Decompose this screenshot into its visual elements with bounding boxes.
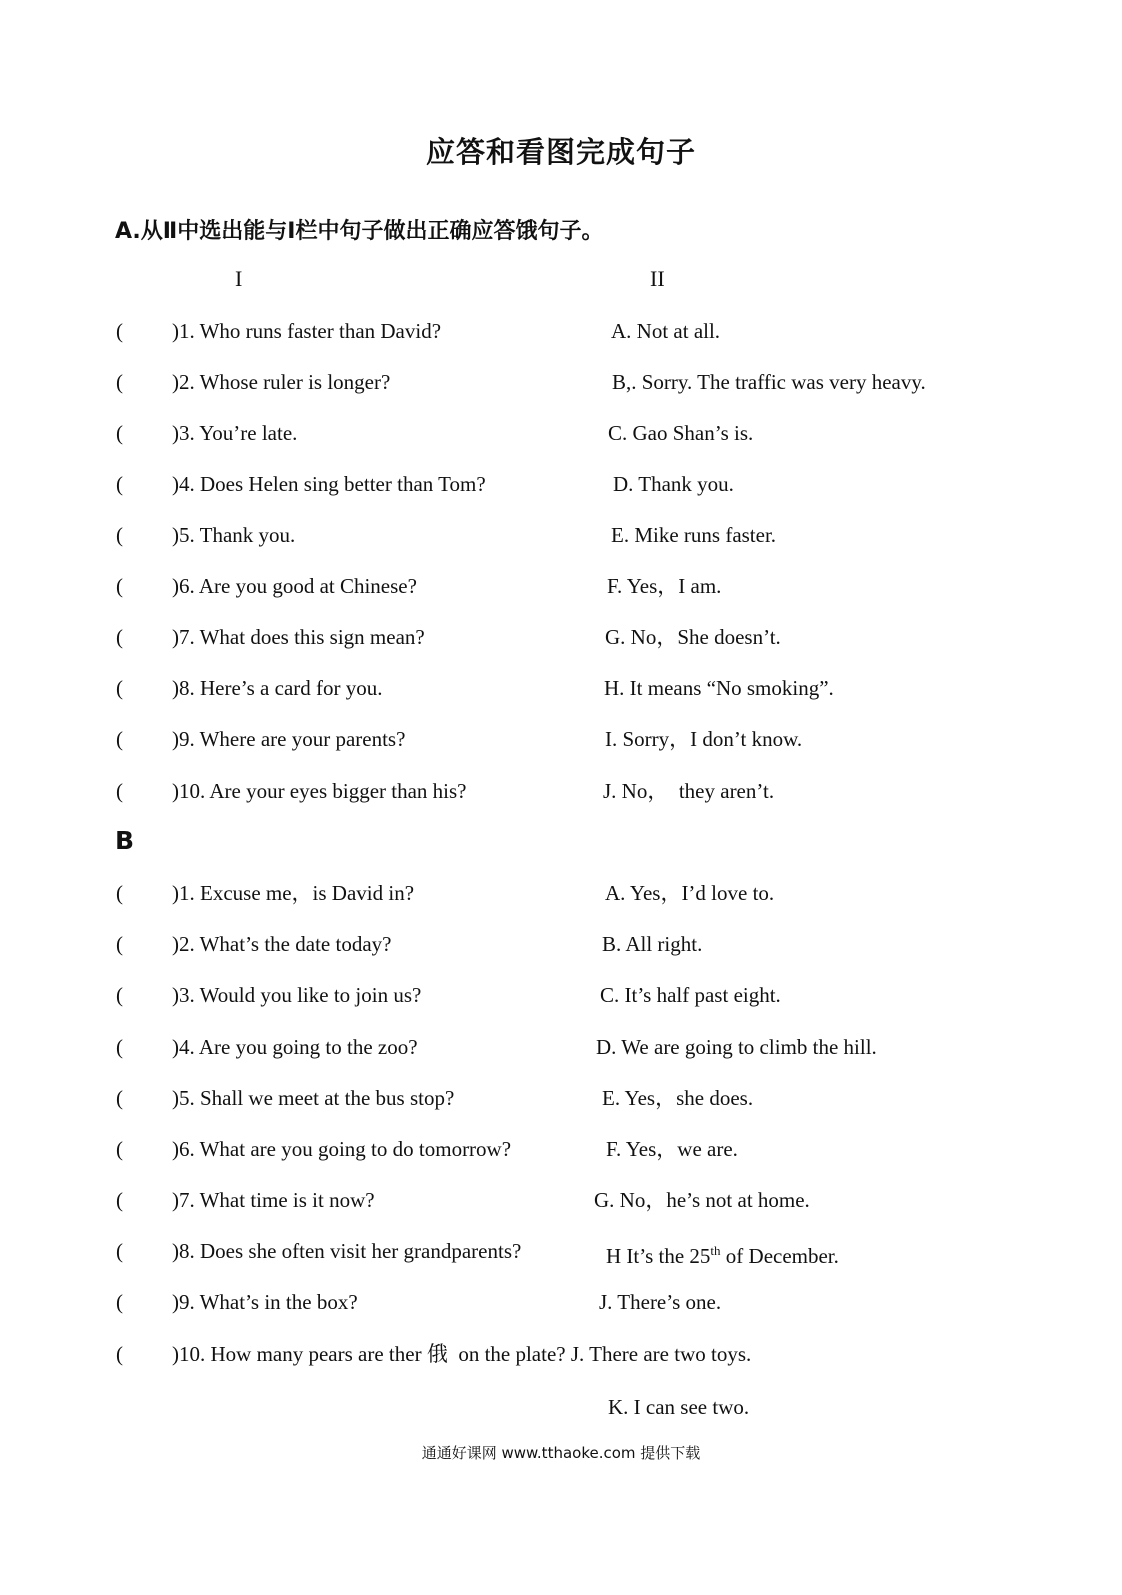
answer-option: C. It’s half past eight. [600, 983, 781, 1007]
answer-blank[interactable]: ( [116, 1290, 123, 1314]
answer-option: E. Yes，she does. [602, 1086, 754, 1110]
page-title: 应答和看图完成句子 [425, 135, 696, 169]
section-b-row-6 [0, 1134, 1122, 1164]
ordinal-suffix: th [710, 1243, 721, 1258]
section-a-row-6 [0, 571, 1122, 601]
answer-blank[interactable]: ( [116, 625, 123, 649]
answer-option: B. All right. [602, 932, 703, 956]
answer-blank[interactable]: ( [116, 1035, 123, 1059]
answer-blank[interactable]: ( [116, 523, 123, 547]
section-a-row-8 [0, 673, 1122, 703]
section-a-row-5 [0, 520, 1122, 550]
question-text: )7. What does this sign mean? [172, 625, 425, 649]
answer-option: E. Mike runs faster. [611, 523, 777, 547]
column-i-header: I [235, 266, 243, 291]
answer-blank[interactable]: ( [116, 727, 123, 751]
answer-option: D. Thank you. [613, 472, 734, 496]
question-text: )8. Does she often visit her grandparents? [172, 1239, 522, 1263]
answer-blank[interactable]: ( [116, 319, 123, 343]
section-b-row-8 [0, 1236, 1122, 1266]
section-b-row-1 [0, 878, 1122, 908]
section-a-row-9 [0, 724, 1122, 754]
answer-option: J. There’s one. [599, 1290, 722, 1314]
answer-blank[interactable]: ( [116, 472, 123, 496]
answer-option: G. No，he’s not at home. [594, 1188, 810, 1212]
answer-option: F. Yes，I am. [607, 574, 722, 598]
answer-blank[interactable]: ( [116, 881, 123, 905]
question-text: )4. Are you going to the zoo? [172, 1035, 418, 1059]
section-b-row-9 [0, 1287, 1122, 1317]
section-a-row-3 [0, 418, 1122, 448]
answer-blank[interactable]: ( [116, 1188, 123, 1212]
answer-option: A. Yes，I’d love to. [605, 881, 775, 905]
question-text: )6. Are you good at Chinese? [172, 574, 417, 598]
question-text: )6. What are you going to do tomorrow? [172, 1137, 512, 1161]
answer-option: A. Not at all. [611, 319, 721, 343]
question-text: )2. What’s the date today? [172, 932, 392, 956]
question-text: )5. Shall we meet at the bus stop? [172, 1086, 455, 1110]
footer-source: 通通好课网 www.tthaoke.com 提供下载 [421, 1444, 701, 1462]
answer-blank[interactable]: ( [116, 983, 123, 1007]
section-a-row-2 [0, 367, 1122, 397]
question-text: )4. Does Helen sing better than Tom? [172, 472, 486, 496]
answer-tail-text: of December. [720, 1244, 839, 1268]
question-text: )9. Where are your parents? [172, 727, 406, 751]
answer-blank[interactable]: ( [116, 779, 123, 803]
question-text: )7. What time is it now? [172, 1188, 375, 1212]
answer-blank[interactable]: ( [116, 574, 123, 598]
answer-option [606, 1236, 839, 1271]
answer-option: B,. Sorry. The traffic was very heavy. [612, 370, 926, 394]
question-text: )3. Would you like to join us? [172, 983, 422, 1007]
answer-blank[interactable]: ( [116, 1086, 123, 1110]
answer-blank[interactable]: ( [116, 932, 123, 956]
question-text: )2. Whose ruler is longer? [172, 370, 391, 394]
section-a-heading: A.从Ⅱ中选出能与Ⅰ栏中句子做出正确应答饿句子。 [115, 219, 604, 244]
section-b-heading: B [115, 826, 135, 855]
answer-blank[interactable]: ( [116, 370, 123, 394]
answer-option: H. It means “No smoking”. [604, 676, 834, 700]
question-text: )9. What’s in the box? [172, 1290, 358, 1314]
column-ii-header: II [650, 266, 665, 291]
answer-option: D. We are going to climb the hill. [596, 1035, 877, 1059]
section-a-row-4 [0, 469, 1122, 499]
answer-blank[interactable]: ( [116, 676, 123, 700]
answer-blank[interactable]: ( [116, 421, 123, 445]
section-b-row-5 [0, 1083, 1122, 1113]
question-text: )10. Are your eyes bigger than his? [172, 779, 467, 803]
answer-option: I. Sorry，I don’t know. [605, 727, 803, 751]
section-b-row-10 [0, 1339, 1122, 1369]
answer-blank[interactable]: ( [116, 1342, 123, 1366]
answer-option-k: K. I can see two. [608, 1395, 750, 1419]
answer-option: G. No，She doesn’t. [605, 625, 781, 649]
question-text: )10. How many pears are ther 俄 on the plate? J. There are two toys. [172, 1342, 752, 1366]
section-a-row-10 [0, 776, 1122, 806]
answer-option: F. Yes，we are. [606, 1137, 738, 1161]
section-b-row-3 [0, 980, 1122, 1010]
section-b-row-4 [0, 1032, 1122, 1062]
section-b-row-7 [0, 1185, 1122, 1215]
question-text: )5. Thank you. [172, 523, 296, 547]
answer-blank[interactable]: ( [116, 1137, 123, 1161]
section-b-row-2 [0, 929, 1122, 959]
answer-main-text: H It’s the 25 [606, 1244, 711, 1268]
question-text: )3. You’re late. [172, 421, 298, 445]
question-text: )1. Excuse me，is David in? [172, 881, 415, 905]
answer-option: C. Gao Shan’s is. [608, 421, 754, 445]
section-a-row-7 [0, 622, 1122, 652]
question-text: )1. Who runs faster than David? [172, 319, 442, 343]
section-a-row-1 [0, 316, 1122, 346]
question-text: )8. Here’s a card for you. [172, 676, 383, 700]
answer-blank[interactable]: ( [116, 1239, 123, 1263]
answer-option: J. No， they aren’t. [603, 779, 775, 803]
